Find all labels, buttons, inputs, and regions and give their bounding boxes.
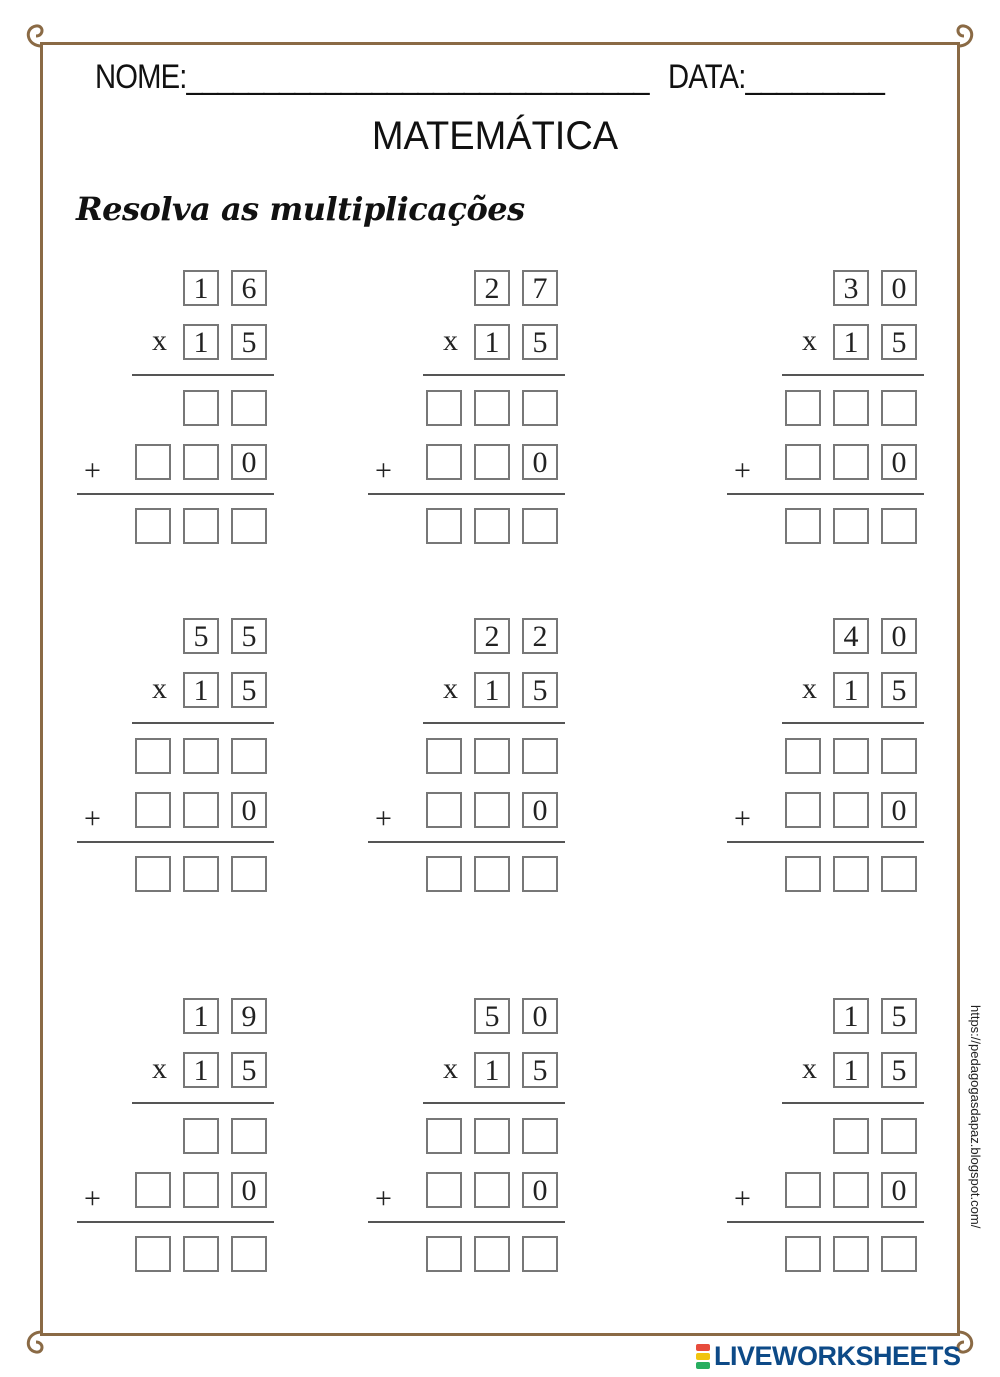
multiplier-digit: 5 [231, 324, 267, 360]
multiplicand-digit: 0 [881, 270, 917, 306]
multiplier-digit: 1 [183, 324, 219, 360]
source-url: https://pedagogasdapaz.blogspot.com/ [968, 1005, 983, 1229]
answer-box[interactable] [474, 1118, 510, 1154]
multiplication-problem [368, 996, 568, 1286]
answer-box[interactable] [426, 738, 462, 774]
multiplicand-digit: 7 [522, 270, 558, 306]
answer-box[interactable] [426, 444, 462, 480]
plus-sign: + [375, 802, 392, 835]
fixed-zero-digit: 0 [522, 444, 558, 480]
multiplier-digit: 5 [881, 1052, 917, 1088]
multiplicand-digit: 2 [474, 618, 510, 654]
multiplier-digit: 1 [474, 1052, 510, 1088]
multiplier-digit: 1 [833, 324, 869, 360]
product-rule [132, 374, 274, 376]
product-rule [782, 1102, 924, 1104]
answer-box[interactable] [881, 1118, 917, 1154]
frame-right [957, 42, 960, 1336]
sum-rule [368, 841, 565, 843]
answer-box[interactable] [833, 1118, 869, 1154]
multiplication-problem [368, 268, 568, 558]
answer-box[interactable] [474, 1172, 510, 1208]
times-sign: x [802, 324, 817, 357]
answer-box[interactable] [135, 1172, 171, 1208]
fixed-zero-digit: 0 [522, 1172, 558, 1208]
product-rule [423, 1102, 565, 1104]
answer-box[interactable] [426, 508, 462, 544]
answer-box[interactable] [183, 1236, 219, 1272]
answer-box[interactable] [785, 444, 821, 480]
answer-box[interactable] [881, 508, 917, 544]
answer-box[interactable] [474, 444, 510, 480]
answer-box[interactable] [426, 1236, 462, 1272]
fixed-zero-digit: 0 [881, 1172, 917, 1208]
multiplier-digit: 5 [522, 1052, 558, 1088]
multiplicand-digit: 5 [474, 998, 510, 1034]
multiplicand-digit: 2 [474, 270, 510, 306]
fixed-zero-digit: 0 [231, 444, 267, 480]
times-sign: x [152, 324, 167, 357]
multiplier-digit: 1 [833, 672, 869, 708]
answer-box[interactable] [833, 508, 869, 544]
multiplicand-digit: 5 [881, 998, 917, 1034]
product-rule [132, 722, 274, 724]
answer-box[interactable] [183, 390, 219, 426]
multiplicand-digit: 1 [183, 998, 219, 1034]
fixed-zero-digit: 0 [231, 1172, 267, 1208]
multiplier-digit: 5 [231, 672, 267, 708]
product-rule [782, 722, 924, 724]
multiplier-digit: 1 [183, 672, 219, 708]
answer-box[interactable] [231, 390, 267, 426]
answer-box[interactable] [183, 738, 219, 774]
answer-box[interactable] [183, 508, 219, 544]
multiplication-problem [727, 616, 927, 906]
product-rule [423, 374, 565, 376]
multiplication-problem [727, 996, 927, 1286]
multiplicand-digit: 1 [833, 998, 869, 1034]
answer-box[interactable] [785, 1236, 821, 1272]
answer-box[interactable] [426, 390, 462, 426]
answer-box[interactable] [183, 1172, 219, 1208]
answer-box[interactable] [183, 792, 219, 828]
answer-box[interactable] [183, 444, 219, 480]
page-title: MATEMÁTICA [371, 114, 619, 158]
answer-box[interactable] [474, 792, 510, 828]
fixed-zero-digit: 0 [231, 792, 267, 828]
multiplicand-digit: 5 [231, 618, 267, 654]
answer-box[interactable] [474, 390, 510, 426]
multiplication-problem [727, 268, 927, 558]
answer-box[interactable] [785, 792, 821, 828]
multiplier-digit: 5 [522, 672, 558, 708]
multiplicand-digit: 1 [183, 270, 219, 306]
answer-box[interactable] [881, 738, 917, 774]
answer-box[interactable] [522, 738, 558, 774]
answer-box[interactable] [785, 856, 821, 892]
answer-box[interactable] [135, 508, 171, 544]
answer-box[interactable] [833, 1236, 869, 1272]
multiplicand-digit: 0 [522, 998, 558, 1034]
multiplier-digit: 1 [474, 672, 510, 708]
answer-box[interactable] [522, 856, 558, 892]
answer-box[interactable] [833, 444, 869, 480]
answer-box[interactable] [474, 738, 510, 774]
corner-curl-icon [22, 22, 48, 48]
answer-box[interactable] [474, 856, 510, 892]
answer-box[interactable] [881, 390, 917, 426]
answer-box[interactable] [881, 1236, 917, 1272]
multiplication-problem [368, 616, 568, 906]
answer-box[interactable] [474, 508, 510, 544]
multiplier-digit: 5 [881, 672, 917, 708]
answer-box[interactable] [522, 1236, 558, 1272]
multiplication-problem [77, 616, 277, 906]
times-sign: x [443, 324, 458, 357]
answer-box[interactable] [231, 1118, 267, 1154]
answer-box[interactable] [135, 444, 171, 480]
sum-rule [727, 493, 924, 495]
times-sign: x [802, 1052, 817, 1085]
multiplicand-digit: 6 [231, 270, 267, 306]
times-sign: x [802, 672, 817, 705]
sum-rule [368, 493, 565, 495]
sum-rule [727, 841, 924, 843]
answer-box[interactable] [135, 856, 171, 892]
sum-rule [77, 493, 274, 495]
answer-box[interactable] [785, 738, 821, 774]
multiplication-problem [77, 996, 277, 1286]
times-sign: x [443, 1052, 458, 1085]
answer-box[interactable] [231, 1236, 267, 1272]
answer-box[interactable] [135, 738, 171, 774]
multiplication-problem [77, 268, 277, 558]
sum-rule [77, 841, 274, 843]
answer-box[interactable] [522, 508, 558, 544]
frame-left [40, 42, 43, 1336]
frame-bottom [40, 1333, 960, 1336]
multiplicand-digit: 3 [833, 270, 869, 306]
answer-box[interactable] [183, 1118, 219, 1154]
answer-box[interactable] [135, 1236, 171, 1272]
sum-rule [77, 1221, 274, 1223]
multiplier-digit: 5 [231, 1052, 267, 1088]
multiplicand-digit: 5 [183, 618, 219, 654]
product-rule [782, 374, 924, 376]
multiplier-digit: 1 [474, 324, 510, 360]
answer-box[interactable] [474, 1236, 510, 1272]
plus-sign: + [734, 454, 751, 487]
answer-box[interactable] [231, 508, 267, 544]
plus-sign: + [734, 1182, 751, 1215]
liveworksheets-logo [696, 1340, 961, 1372]
answer-box[interactable] [785, 508, 821, 544]
times-sign: x [152, 672, 167, 705]
fixed-zero-digit: 0 [881, 444, 917, 480]
instruction-text: Resolva as multiplicações [76, 190, 525, 228]
plus-sign: + [375, 454, 392, 487]
answer-box[interactable] [785, 1172, 821, 1208]
fixed-zero-digit: 0 [522, 792, 558, 828]
answer-box[interactable] [833, 738, 869, 774]
plus-sign: + [84, 802, 101, 835]
times-sign: x [443, 672, 458, 705]
multiplier-digit: 5 [522, 324, 558, 360]
multiplicand-digit: 2 [522, 618, 558, 654]
multiplicand-digit: 9 [231, 998, 267, 1034]
answer-box[interactable] [881, 856, 917, 892]
plus-sign: + [375, 1182, 392, 1215]
answer-box[interactable] [785, 390, 821, 426]
multiplier-digit: 1 [183, 1052, 219, 1088]
answer-box[interactable] [135, 792, 171, 828]
answer-box[interactable] [231, 738, 267, 774]
answer-box[interactable] [183, 856, 219, 892]
sum-rule [727, 1221, 924, 1223]
name-field-label: NOME:______________________________ [95, 58, 649, 96]
answer-box[interactable] [426, 856, 462, 892]
sum-rule [368, 1221, 565, 1223]
logo-text: LIVEWORKSHEETS [714, 1340, 961, 1371]
corner-curl-icon [22, 1330, 48, 1356]
product-rule [423, 722, 565, 724]
answer-box[interactable] [231, 856, 267, 892]
plus-sign: + [734, 802, 751, 835]
product-rule [132, 1102, 274, 1104]
multiplicand-digit: 0 [881, 618, 917, 654]
logo-mark-icon [696, 1343, 710, 1370]
date-field-label: DATA:_________ [668, 58, 885, 96]
plus-sign: + [84, 454, 101, 487]
answer-box[interactable] [426, 792, 462, 828]
answer-box[interactable] [426, 1172, 462, 1208]
multiplier-digit: 5 [881, 324, 917, 360]
answer-box[interactable] [833, 1172, 869, 1208]
answer-box[interactable] [833, 856, 869, 892]
times-sign: x [152, 1052, 167, 1085]
plus-sign: + [84, 1182, 101, 1215]
answer-box[interactable] [426, 1118, 462, 1154]
answer-box[interactable] [522, 390, 558, 426]
answer-box[interactable] [833, 390, 869, 426]
answer-box[interactable] [522, 1118, 558, 1154]
frame-top [40, 42, 960, 45]
multiplicand-digit: 4 [833, 618, 869, 654]
multiplier-digit: 1 [833, 1052, 869, 1088]
answer-box[interactable] [833, 792, 869, 828]
corner-curl-icon [952, 22, 978, 48]
fixed-zero-digit: 0 [881, 792, 917, 828]
